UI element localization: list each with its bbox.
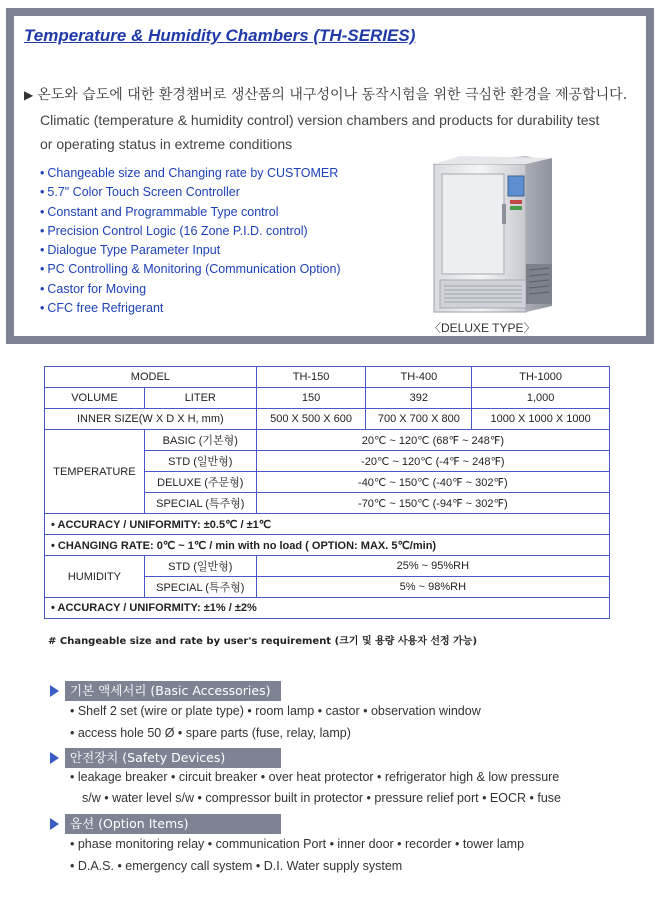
section-line: • leakage breaker • circuit breaker • over heat protector • refrigerator high & low pressure — [70, 770, 560, 784]
inner-size-value: 1000 X 1000 X 1000 — [472, 409, 610, 430]
intro-panel-inner — [14, 16, 646, 336]
model-name: TH-150 — [256, 367, 366, 388]
intro-english-line-1: Climatic (temperature & humidity control) version chambers and products for durability test — [40, 112, 600, 128]
humidity-label: HUMIDITY — [45, 556, 145, 598]
feature-item: • Dialogue Type Parameter Input — [40, 243, 221, 258]
temperature-type: SPECIAL (특주형) — [144, 493, 256, 514]
temperature-accuracy: • ACCURACY / UNIFORMITY: ±0.5℃ / ±1℃ — [45, 514, 610, 535]
table-row — [45, 535, 610, 556]
section-option-items — [50, 814, 281, 834]
volume-label: VOLUME — [45, 388, 145, 409]
temperature-range: -40℃ ~ 150℃ (-40℉ ~ 302℉) — [256, 472, 609, 493]
table-row — [45, 388, 610, 409]
section-line: • access hole 50 Ø • spare parts (fuse, relay, lamp) — [70, 726, 351, 740]
model-header: MODEL — [45, 367, 257, 388]
section-line: • Shelf 2 set (wire or plate type) • room lamp • castor • observation window — [70, 704, 481, 718]
section-line: • phase monitoring relay • communication Port • inner door • recorder • tower lamp — [70, 837, 525, 851]
humidity-range: 5% ~ 98%RH — [256, 577, 609, 598]
temperature-range: 20℃ ~ 120℃ (68℉ ~ 248℉) — [256, 430, 609, 451]
volume-value: 150 — [256, 388, 366, 409]
intro-korean — [24, 84, 627, 104]
temperature-type: BASIC (기본형) — [144, 430, 256, 451]
temperature-range: -20℃ ~ 120℃ (-4℉ ~ 248℉) — [256, 451, 609, 472]
spec-table — [44, 366, 610, 619]
temperature-type: STD (일반형) — [144, 451, 256, 472]
triangle-bullet-icon — [50, 818, 59, 830]
inner-size-value: 700 X 700 X 800 — [366, 409, 472, 430]
feature-item: • CFC free Refrigerant — [40, 301, 164, 316]
volume-value: 1,000 — [472, 388, 610, 409]
intro-korean-text: 온도와 습도에 대한 환경챔버로 생산품의 내구성이나 동작시험을 위한 극심한 환경을 제공합니다. — [37, 87, 628, 103]
image-caption: 〈DELUXE TYPE〉 — [429, 321, 536, 335]
section-title: 기본 액세서리 (Basic Accessories) — [65, 681, 281, 701]
table-row — [45, 598, 610, 619]
feature-item: • Constant and Programmable Type control — [40, 204, 279, 219]
triangle-bullet-icon: ▶ — [24, 88, 34, 102]
table-row — [45, 514, 610, 535]
section-line: s/w • water level s/w • compressor built in protector • pressure relief port • EOCR • fuse — [82, 791, 561, 805]
humidity-accuracy: • ACCURACY / UNIFORMITY: ±1% / ±2% — [45, 598, 610, 619]
feature-list — [40, 164, 341, 318]
table-row — [45, 367, 610, 388]
inner-size-value: 500 X 500 X 600 — [256, 409, 366, 430]
table-row — [45, 409, 610, 430]
intro-panel — [6, 8, 654, 344]
intro-english-line-2: or operating status in extreme conditions — [40, 136, 293, 152]
model-name: TH-400 — [366, 367, 472, 388]
volume-unit: LITER — [144, 388, 256, 409]
spec-footnote: # Changeable size and rate by user's requirement (크기 및 용량 사용자 선정 가능) — [48, 636, 478, 647]
temperature-label: TEMPERATURE — [45, 430, 145, 514]
section-line: • D.A.S. • emergency call system • D.I. Water supply system — [70, 859, 403, 873]
triangle-bullet-icon — [50, 685, 59, 697]
changing-rate: • CHANGING RATE: 0℃ ~ 1℃ / min with no load ( OPTION: MAX. 5℃/min) — [45, 535, 610, 556]
model-name: TH-1000 — [472, 367, 610, 388]
section-title: 옵션 (Option Items) — [65, 814, 281, 834]
table-row — [45, 556, 610, 577]
triangle-bullet-icon — [50, 752, 59, 764]
feature-item: • Precision Control Logic (16 Zone P.I.D. control) — [40, 223, 308, 238]
humidity-type: SPECIAL (특주형) — [144, 577, 256, 598]
humidity-range: 25% ~ 95%RH — [256, 556, 609, 577]
feature-item: • 5.7" Color Touch Screen Controller — [40, 185, 240, 200]
table-row — [45, 430, 610, 451]
page-title: Temperature & Humidity Chambers (TH-SERIES) — [24, 26, 416, 45]
inner-size-label: INNER SIZE(W X D X H, mm) — [45, 409, 257, 430]
feature-item: • Castor for Moving — [40, 281, 147, 296]
feature-item: • PC Controlling & Monitoring (Communication Option) — [40, 262, 341, 277]
temperature-type: DELUXE (주문형) — [144, 472, 256, 493]
section-safety-devices — [50, 748, 281, 768]
feature-item: • Changeable size and Changing rate by CUSTOMER — [40, 166, 339, 180]
section-title: 안전장치 (Safety Devices) — [65, 748, 281, 768]
volume-value: 392 — [366, 388, 472, 409]
temperature-range: -70℃ ~ 150℃ (-94℉ ~ 302℉) — [256, 493, 609, 514]
humidity-type: STD (일반형) — [144, 556, 256, 577]
section-basic-accessories — [50, 681, 281, 701]
chamber-product-image — [424, 144, 560, 316]
